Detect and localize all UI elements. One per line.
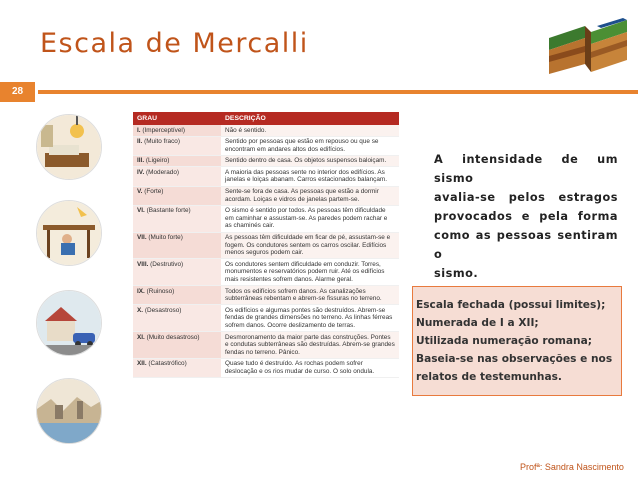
roman-numeral: IV. bbox=[137, 168, 145, 176]
description-cell: Todos os edifícios sofrem danos. As canalizações subterrâneas rebentam e abrem-se fissuras no terreno. bbox=[221, 286, 399, 305]
intensity-paragraph bbox=[434, 150, 618, 283]
slide-title: Escala de Mercalli bbox=[40, 28, 309, 59]
feature-line: Utilizada numeração romana; bbox=[416, 335, 592, 347]
grade-label: (Destrutivo) bbox=[150, 260, 184, 268]
table-row bbox=[133, 358, 399, 377]
grade-cell bbox=[133, 305, 221, 332]
mercalli-table bbox=[133, 112, 399, 378]
roman-numeral: XII. bbox=[137, 360, 147, 368]
roman-numeral: VIII. bbox=[137, 260, 149, 268]
description-cell: Sente-se fora de casa. As pessoas que estão a dormir acordam. Loiças e vidros de janelas partem-se. bbox=[221, 186, 399, 205]
flooded-ruins-icon bbox=[36, 378, 102, 444]
feature-line: Escala fechada (possui limites); bbox=[416, 299, 606, 311]
grade-label: (Bastante forte) bbox=[146, 207, 191, 215]
scale-features-box bbox=[412, 286, 622, 396]
paragraph-line: sismo. bbox=[434, 267, 479, 280]
feature-line: Baseia-se nas observações e nos bbox=[416, 353, 613, 365]
fault-block-logo-icon bbox=[545, 16, 631, 74]
bedroom-lamp-icon bbox=[36, 114, 102, 180]
roman-numeral: III. bbox=[137, 157, 145, 165]
paragraph-line: A intensidade de um sismo bbox=[434, 153, 618, 185]
feature-line: relatos de testemunhas. bbox=[416, 371, 562, 383]
grade-cell bbox=[133, 125, 221, 136]
roman-numeral: XI. bbox=[137, 333, 145, 341]
grade-label: (Ligeiro) bbox=[145, 157, 170, 165]
title-rule bbox=[38, 90, 638, 94]
grade-cell bbox=[133, 332, 221, 359]
table-row bbox=[133, 155, 399, 167]
paragraph-line: como as pessoas sentiram o bbox=[434, 229, 618, 261]
roman-numeral: I. bbox=[137, 126, 141, 134]
description-cell: Não é sentido. bbox=[221, 125, 399, 136]
description-cell: O sismo é sentido por todos. As pessoas têm dificuldade em caminhar e assustam-se. As paredes podem rachar e as chaminés cair. bbox=[221, 205, 399, 232]
grade-label: (Muito desastroso) bbox=[146, 333, 200, 341]
roman-numeral: VII. bbox=[137, 234, 147, 242]
description-cell: As pessoas têm dificuldade em ficar de pé, assustam-se e fogem. Os condutores sentem os carros oscilar. Edifícios menos seguros podem cair. bbox=[221, 232, 399, 259]
column-header-grau: GRAU bbox=[133, 112, 221, 125]
table-row bbox=[133, 186, 399, 205]
grade-cell bbox=[133, 167, 221, 186]
table-row bbox=[133, 167, 399, 186]
description-cell: Desmoronamento da maior parte das construções. Pontes e condutas subterrâneas são destruídas. Abrem-se grandes fendas no terreno. Pânico. bbox=[221, 332, 399, 359]
column-header-descricao: DESCRIÇÃO bbox=[221, 112, 399, 125]
table-row bbox=[133, 332, 399, 359]
slide-number: 28 bbox=[0, 82, 35, 102]
table-row bbox=[133, 305, 399, 332]
grade-cell bbox=[133, 136, 221, 155]
description-cell: Sentido por pessoas que estão em repouso ou que se encontram em andares altos dos edifícios. bbox=[221, 136, 399, 155]
grade-label: (Imperceptível) bbox=[142, 126, 185, 134]
roman-numeral: IX. bbox=[137, 287, 145, 295]
grade-cell bbox=[133, 205, 221, 232]
grade-cell bbox=[133, 286, 221, 305]
roman-numeral: V. bbox=[137, 188, 143, 196]
grade-cell bbox=[133, 232, 221, 259]
author-footer: Profª: Sandra Nascimento bbox=[520, 462, 624, 472]
roman-numeral: X. bbox=[137, 306, 144, 314]
grade-cell bbox=[133, 358, 221, 377]
roman-numeral: VI. bbox=[137, 207, 145, 215]
grade-label: (Catastrófico) bbox=[148, 360, 187, 368]
description-cell: Os edifícios e algumas pontes são destruídos. Abrem-se fendas de grandes dimensões no terreno. As linhas férreas sofrem danos. Ocorre deslizamento de terras. bbox=[221, 305, 399, 332]
grade-label: (Muito fraco) bbox=[144, 138, 180, 146]
table-row bbox=[133, 205, 399, 232]
description-cell: A maioria das pessoas sente no interior dos edifícios. As janelas e loiças abanam. Carros estacionados balançam. bbox=[221, 167, 399, 186]
description-cell: Sentido dentro de casa. Os objetos suspensos baloiçam. bbox=[221, 155, 399, 167]
grade-cell bbox=[133, 186, 221, 205]
grade-label: (Forte) bbox=[144, 188, 164, 196]
grade-cell bbox=[133, 259, 221, 286]
grade-label: (Ruinoso) bbox=[146, 287, 175, 295]
description-cell: Os condutores sentem dificuldade em conduzir. Torres, monumentos e reservatórios podem ruir. Até os edifícios mais resistentes sofrem danos. Alarme geral. bbox=[221, 259, 399, 286]
roman-numeral: II. bbox=[137, 138, 143, 146]
grade-label: (Moderado) bbox=[146, 168, 180, 176]
person-under-table-icon bbox=[36, 200, 102, 266]
paragraph-line: avalia-se pelos estragos bbox=[434, 191, 618, 204]
feature-line: Numerada de I a XII; bbox=[416, 317, 539, 329]
grade-cell bbox=[133, 155, 221, 167]
paragraph-line: provocados e pela forma bbox=[434, 210, 618, 223]
collapsing-house-icon bbox=[36, 290, 102, 356]
table-row bbox=[133, 136, 399, 155]
table-row bbox=[133, 232, 399, 259]
table-row bbox=[133, 259, 399, 286]
grade-label: (Muito forte) bbox=[148, 234, 183, 242]
table-row bbox=[133, 286, 399, 305]
grade-label: (Desastroso) bbox=[144, 306, 182, 314]
table-row bbox=[133, 125, 399, 136]
description-cell: Quase tudo é destruído. As rochas podem sofrer deslocação e os rios mudar de curso. O solo ondula. bbox=[221, 358, 399, 377]
